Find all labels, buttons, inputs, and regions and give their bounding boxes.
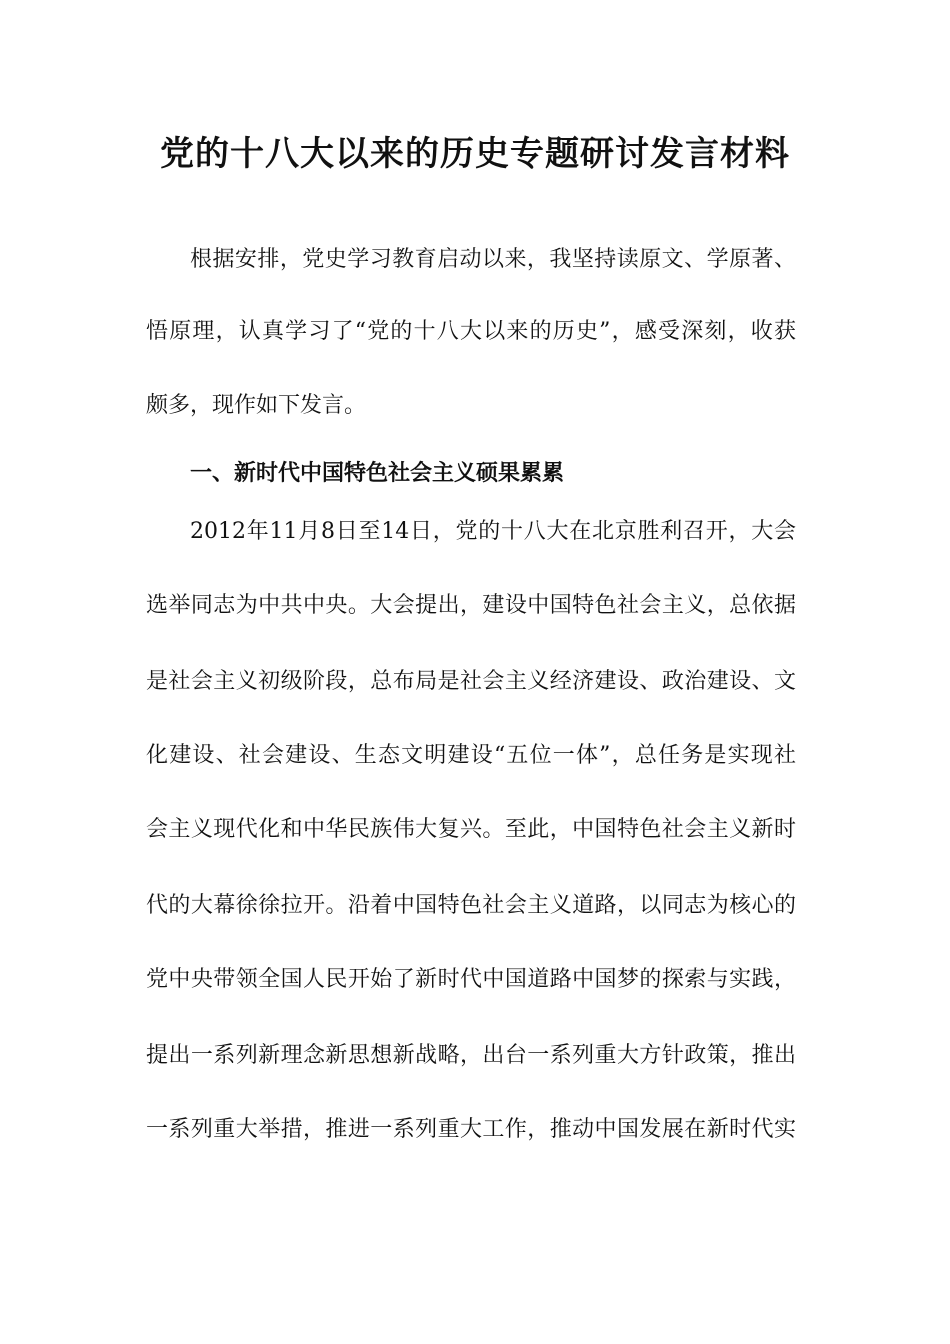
- intro-line: 颇多，现作如下发言。: [146, 393, 367, 418]
- body-line: 是社会主义初级阶段，总布局是社会主义经济建设、政治建设、文: [146, 669, 796, 694]
- body-line: 党中央带领全国人民开始了新时代中国道路中国梦的探索与实践，: [146, 967, 796, 992]
- body-line: 一系列重大举措，推进一系列重大工作，推动中国发展在新时代实: [146, 1117, 796, 1142]
- body-line: 会主义现代化和中华民族伟大复兴。至此，中国特色社会主义新时: [146, 817, 796, 842]
- section-heading: 一、新时代中国特色社会主义硕果累累: [190, 460, 565, 486]
- intro-line: 悟原理，认真学习了“党的十八大以来的历史”，感受深刻，收获: [146, 319, 796, 344]
- body-line: 2012年11月8日至14日，党的十八大在北京胜利召开，大会: [190, 519, 796, 544]
- body-line: 提出一系列新理念新思想新战略，出台一系列重大方针政策，推出: [146, 1043, 796, 1068]
- body-line: 化建设、社会建设、生态文明建设“五位一体”，总任务是实现社: [146, 743, 796, 768]
- document-title: 党的十八大以来的历史专题研讨发言材料: [160, 134, 790, 174]
- body-line: 选举同志为中共中央。大会提出，建设中国特色社会主义，总依据: [146, 593, 796, 618]
- intro-line: 根据安排，党史学习教育启动以来，我坚持读原文、学原著、: [190, 247, 796, 272]
- body-line: 代的大幕徐徐拉开。沿着中国特色社会主义道路，以同志为核心的: [146, 893, 796, 918]
